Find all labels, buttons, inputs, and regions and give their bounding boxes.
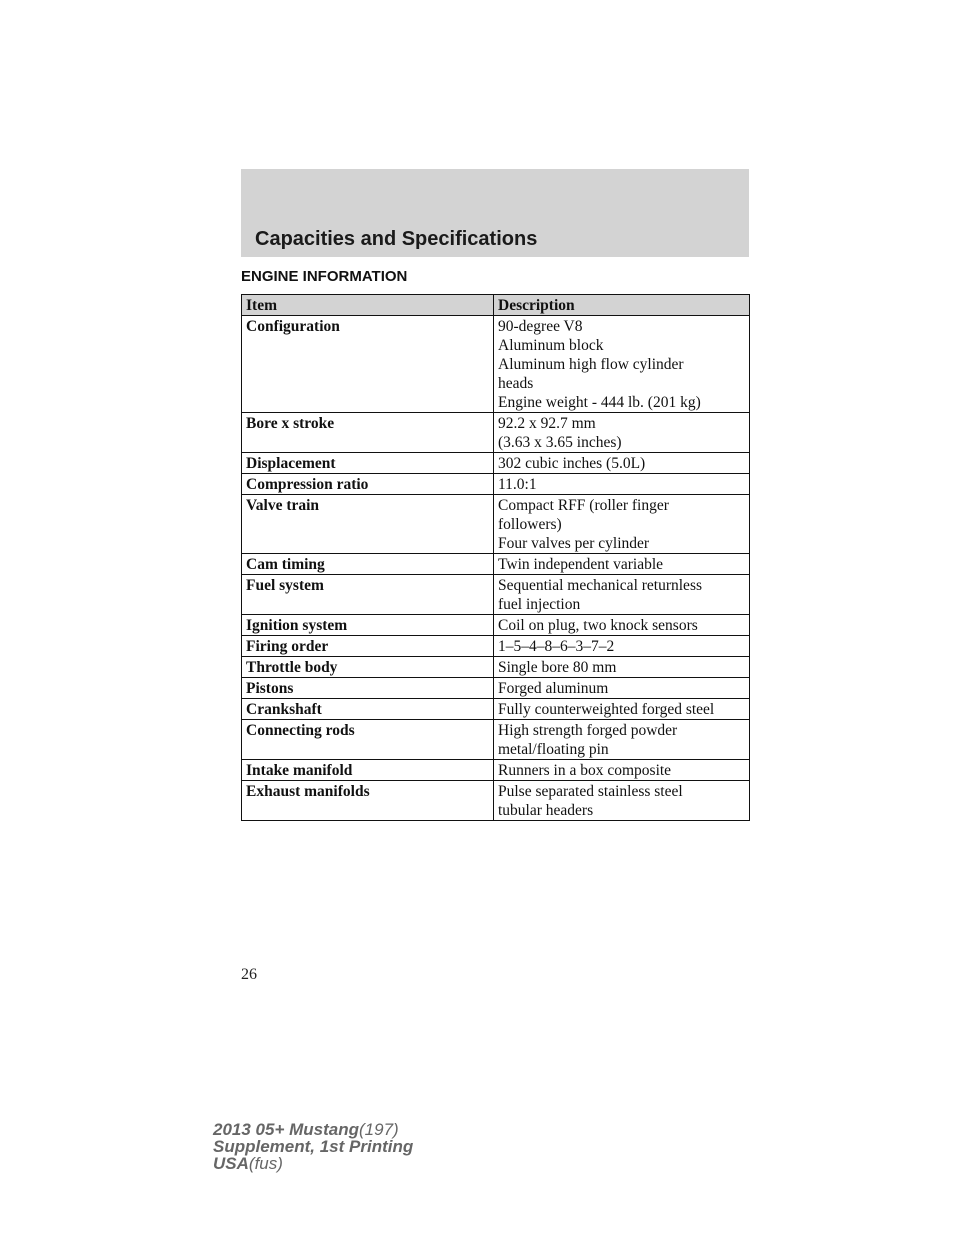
table-row [242, 316, 750, 413]
table-row [242, 495, 750, 554]
row-item-label: Configuration [242, 316, 494, 413]
description-line: followers) [498, 516, 562, 533]
row-item-label: Displacement [242, 453, 494, 474]
row-item-label: Exhaust manifolds [242, 781, 494, 821]
table-row [242, 678, 750, 699]
section-title: ENGINE INFORMATION [241, 268, 408, 285]
table-row [242, 760, 750, 781]
description-line: fuel injection [498, 596, 581, 613]
row-description [494, 316, 750, 413]
description-line: 302 cubic inches (5.0L) [498, 455, 646, 472]
table-row [242, 699, 750, 720]
description-line: metal/floating pin [498, 741, 609, 758]
table-row [242, 657, 750, 678]
table-row [242, 615, 750, 636]
row-description [494, 760, 750, 781]
row-description [494, 699, 750, 720]
table-body [242, 316, 750, 821]
section-header-band [241, 169, 749, 257]
row-item-label: Bore x stroke [242, 413, 494, 453]
description-line: Sequential mechanical returnless [498, 577, 703, 594]
row-item-label: Crankshaft [242, 699, 494, 720]
row-item-label: Compression ratio [242, 474, 494, 495]
description-line: Engine weight - 444 lb. (201 kg) [498, 394, 701, 411]
engine-info-table [241, 294, 750, 821]
table-row [242, 575, 750, 615]
row-description [494, 615, 750, 636]
description-line: tubular headers [498, 802, 594, 819]
description-line: heads [498, 375, 534, 392]
row-description [494, 413, 750, 453]
row-description [494, 678, 750, 699]
description-line: Aluminum high flow cylinder [498, 356, 684, 373]
row-item-label: Fuel system [242, 575, 494, 615]
row-description [494, 657, 750, 678]
row-description [494, 474, 750, 495]
table-row [242, 413, 750, 453]
row-description [494, 720, 750, 760]
description-line: Pulse separated stainless steel [498, 783, 683, 800]
page-number: 26 [241, 966, 257, 983]
description-line: Compact RFF (roller finger [498, 497, 669, 514]
table-row [242, 474, 750, 495]
description-line: 1–5–4–8–6–3–7–2 [498, 638, 615, 655]
table-row [242, 781, 750, 821]
row-item-label: Pistons [242, 678, 494, 699]
description-line: Single bore 80 mm [498, 659, 617, 676]
description-line: 90-degree V8 [498, 318, 583, 335]
chapter-title: Capacities and Specifications [255, 228, 538, 250]
row-item-label: Intake manifold [242, 760, 494, 781]
description-line: High strength forged powder [498, 722, 678, 739]
description-line: 11.0:1 [498, 476, 537, 493]
description-line: Coil on plug, two knock sensors [498, 617, 698, 634]
row-item-label: Ignition system [242, 615, 494, 636]
table-row [242, 453, 750, 474]
table-header-row [242, 295, 750, 316]
column-header-description: Description [494, 295, 750, 316]
table-row [242, 720, 750, 760]
row-description [494, 636, 750, 657]
footer-market-code: (fus) [248, 1154, 283, 1173]
description-line: Forged aluminum [498, 680, 609, 697]
description-line: Aluminum block [498, 337, 604, 354]
row-item-label: Connecting rods [242, 720, 494, 760]
table-row [242, 636, 750, 657]
description-line: Twin independent variable [498, 556, 664, 573]
footer-model: 2013 05+ Mustang [213, 1120, 359, 1139]
description-line: (3.63 x 3.65 inches) [498, 434, 622, 451]
description-line: 92.2 x 92.7 mm [498, 415, 596, 432]
row-description [494, 453, 750, 474]
row-item-label: Throttle body [242, 657, 494, 678]
footer-market: USA [213, 1154, 249, 1173]
table-row [242, 554, 750, 575]
footer-model-code: (197) [359, 1120, 399, 1139]
footer-imprint [213, 1121, 413, 1172]
row-description [494, 575, 750, 615]
row-description [494, 554, 750, 575]
footer-printing: Supplement, 1st Printing [213, 1137, 414, 1156]
description-line: Runners in a box composite [498, 762, 672, 779]
row-description [494, 495, 750, 554]
row-description [494, 781, 750, 821]
column-header-item: Item [242, 295, 494, 316]
row-item-label: Valve train [242, 495, 494, 554]
description-line: Four valves per cylinder [498, 535, 650, 552]
row-item-label: Cam timing [242, 554, 494, 575]
description-line: Fully counterweighted forged steel [498, 701, 715, 718]
row-item-label: Firing order [242, 636, 494, 657]
